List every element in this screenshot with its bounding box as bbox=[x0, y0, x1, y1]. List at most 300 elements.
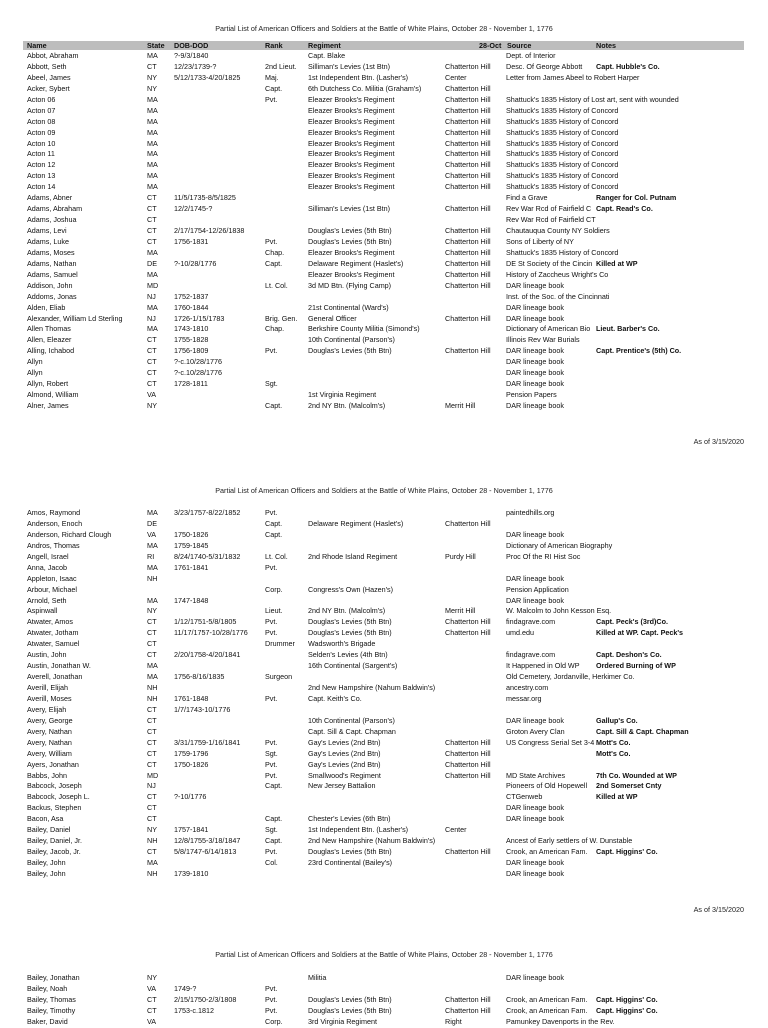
name-cell: Atwater, Samuel bbox=[27, 639, 80, 649]
source-cell: umd.edu bbox=[506, 628, 534, 638]
table-row bbox=[0, 585, 768, 596]
state-cell: NY bbox=[147, 973, 157, 982]
name-cell: Babbs, John bbox=[27, 770, 67, 780]
state-cell: MA bbox=[147, 562, 158, 572]
name-cell: Adams, Samuel bbox=[27, 269, 78, 279]
state-cell: VA bbox=[147, 390, 157, 400]
regiment-cell: Silliman's Levies (1st Btn) bbox=[308, 204, 391, 214]
table-row bbox=[0, 530, 768, 541]
regiment-cell: Douglas's Levies (5th Btn) bbox=[308, 1005, 392, 1015]
dob-dod-cell: 1749-? bbox=[174, 983, 197, 993]
state-cell: MA bbox=[147, 149, 158, 159]
header-dob-dod: DOB-DOD bbox=[174, 41, 209, 50]
table-row bbox=[0, 314, 768, 325]
dob-dod-cell: ?-c.10/28/1776 bbox=[174, 357, 222, 367]
rank-cell: Sgt. bbox=[265, 748, 278, 758]
table-row bbox=[0, 606, 768, 617]
state-cell: MA bbox=[147, 595, 158, 605]
name-cell: Avery, Elijah bbox=[27, 704, 67, 714]
regiment-cell: Douglas's Levies (5th Btn) bbox=[308, 236, 392, 246]
table-row bbox=[0, 628, 768, 639]
table-row bbox=[0, 716, 768, 727]
table-row bbox=[0, 237, 768, 248]
regiment-cell: 10th Continental (Parson's) bbox=[308, 715, 395, 725]
state-cell: RI bbox=[147, 551, 155, 561]
regiment-cell: Gay's Levies (2nd Btn) bbox=[308, 748, 381, 758]
regiment-cell: 1st Virginia Regiment bbox=[308, 390, 377, 400]
name-cell: Bailey, John bbox=[27, 868, 66, 878]
rank-cell: Lt. Col. bbox=[265, 280, 288, 290]
dob-dod-cell: 1753-c.1812 bbox=[174, 1005, 214, 1015]
state-cell: NY bbox=[147, 825, 157, 835]
regiment-cell: Eleazer Brooks's Regiment bbox=[308, 94, 395, 104]
table-row bbox=[0, 160, 768, 171]
oct-28-cell: Purdy Hill bbox=[445, 551, 476, 561]
regiment-cell: Eleazer Brooks's Regiment bbox=[308, 127, 395, 137]
name-cell: Addoms, Jonas bbox=[27, 291, 77, 301]
oct-28-cell: Chatterton Hill bbox=[445, 748, 491, 758]
name-cell: Averill, Elijah bbox=[27, 683, 69, 692]
name-cell: Bailey, Jacob, Jr. bbox=[27, 847, 81, 857]
name-cell: Abbott, Seth bbox=[27, 61, 67, 71]
source-cell: DAR lineage book bbox=[506, 858, 564, 867]
regiment-cell: 6th Dutchess Co. Militia (Graham's) bbox=[308, 83, 422, 93]
table-row bbox=[0, 292, 768, 303]
state-cell: NH bbox=[147, 693, 158, 703]
source-cell: Desc. Of George Abbott bbox=[506, 61, 583, 71]
rank-cell: Capt. bbox=[265, 518, 283, 528]
source-cell: Pension Application bbox=[506, 584, 569, 594]
state-cell: NH bbox=[147, 836, 158, 846]
dob-dod-cell: 1756-1809 bbox=[174, 346, 209, 356]
page-title: Partial List of American Officers and Soldiers at the Battle of White Plains, October 28 - November 1, 1776 bbox=[215, 486, 553, 495]
state-cell: CT bbox=[147, 357, 157, 367]
state-cell: MA bbox=[147, 127, 158, 137]
source-cell: Shattuck's 1835 History of Concord bbox=[506, 127, 619, 137]
source-cell: Dictionary of American Bio bbox=[506, 324, 591, 334]
oct-28-cell: Chatterton Hill bbox=[445, 770, 491, 780]
regiment-cell: Douglas's Levies (5th Btn) bbox=[308, 617, 392, 627]
notes-cell: Capt. Hubble's Co. bbox=[596, 61, 660, 71]
source-cell: History of Zaccheus Wright's Co bbox=[506, 269, 609, 279]
name-cell: Acton 10 bbox=[27, 138, 56, 148]
name-cell: Bailey, Jonathan bbox=[27, 973, 80, 982]
notes-cell: Capt. Higgins' Co. bbox=[596, 847, 658, 857]
table-row bbox=[0, 149, 768, 160]
dob-dod-cell: 5/8/1747-6/14/1813 bbox=[174, 847, 237, 857]
rank-cell: Pvt. bbox=[265, 759, 278, 769]
name-cell: Alling, Ichabod bbox=[27, 346, 75, 356]
name-cell: Allyn bbox=[27, 357, 43, 367]
rank-cell: Corp. bbox=[265, 584, 283, 594]
notes-cell: 7th Co. Wounded at WP bbox=[596, 770, 677, 780]
source-cell: Shattuck's 1835 History of Concord bbox=[506, 247, 619, 257]
dob-dod-cell: 11/5/1735-8/5/1825 bbox=[174, 193, 236, 203]
state-cell: NJ bbox=[147, 781, 156, 791]
rank-cell: Col. bbox=[265, 858, 278, 867]
notes-cell: Capt. Prentice's (5th) Co. bbox=[596, 346, 682, 356]
table-row bbox=[0, 683, 768, 694]
table-row bbox=[0, 139, 768, 150]
state-cell: CT bbox=[147, 226, 157, 235]
name-cell: Allen, Eleazer bbox=[27, 335, 72, 345]
dob-dod-cell: 1761-1848 bbox=[174, 693, 209, 703]
name-cell: Alden, Eliab bbox=[27, 302, 66, 312]
source-cell: Groton Avery Clan bbox=[506, 726, 565, 736]
regiment-cell: New Jersey Battalion bbox=[308, 781, 376, 791]
table-row bbox=[0, 552, 768, 563]
rank-cell: Capt. bbox=[265, 781, 283, 791]
dob-dod-cell: 11/17/1757-10/28/1776 bbox=[174, 628, 248, 638]
state-cell: MA bbox=[147, 116, 158, 126]
name-cell: Amos, Raymond bbox=[27, 508, 81, 517]
oct-28-cell: Merrit Hill bbox=[445, 401, 476, 410]
oct-28-cell: Chatterton Hill bbox=[445, 127, 491, 137]
oct-28-cell: Chatterton Hill bbox=[445, 236, 491, 246]
state-cell: MA bbox=[147, 302, 158, 312]
table-row bbox=[0, 335, 768, 346]
table-row bbox=[0, 749, 768, 760]
state-cell: CT bbox=[147, 193, 157, 203]
table-row bbox=[0, 727, 768, 738]
name-cell: Allyn, Robert bbox=[27, 379, 69, 389]
name-cell: Angell, Israel bbox=[27, 551, 69, 561]
rank-cell: Pvt. bbox=[265, 94, 278, 104]
source-cell: DAR lineage book bbox=[506, 814, 564, 824]
notes-cell: Capt. Deshon's Co. bbox=[596, 650, 662, 660]
regiment-cell: 16th Continental (Sargent's) bbox=[308, 661, 398, 671]
regiment-cell: Eleazer Brooks's Regiment bbox=[308, 149, 395, 159]
name-cell: Adams, Moses bbox=[27, 247, 75, 257]
table-row bbox=[0, 171, 768, 182]
source-cell: DAR lineage book bbox=[506, 280, 564, 290]
rank-cell: Pvt. bbox=[265, 562, 278, 572]
name-cell: Bailey, Daniel, Jr. bbox=[27, 836, 82, 846]
dob-dod-cell: 1739-1810 bbox=[174, 868, 209, 878]
state-cell: VA bbox=[147, 1016, 157, 1026]
table-row bbox=[0, 390, 768, 401]
source-cell: MD State Archives bbox=[506, 770, 566, 780]
oct-28-cell: Right bbox=[445, 1016, 462, 1026]
source-cell: Dictionary of American Biography bbox=[506, 540, 613, 550]
page-title: Partial List of American Officers and Soldiers at the Battle of White Plains, October 28 - November 1, 1776 bbox=[215, 950, 553, 959]
oct-28-cell: Chatterton Hill bbox=[445, 313, 491, 323]
header-rank: Rank bbox=[265, 41, 283, 50]
rank-cell: Pvt. bbox=[265, 1005, 278, 1015]
rank-cell: Pvt. bbox=[265, 983, 278, 993]
name-cell: Avery, Nathan bbox=[27, 737, 72, 747]
dob-dod-cell: 1726-1/15/1783 bbox=[174, 313, 225, 323]
dob-dod-cell: 1760-1844 bbox=[174, 302, 209, 312]
table-header bbox=[23, 41, 744, 50]
as-of-date: As of 3/15/2020 bbox=[693, 905, 744, 914]
name-cell: Alexander, William Ld Sterling bbox=[27, 313, 123, 323]
notes-cell: Capt. Read's Co. bbox=[596, 204, 653, 214]
regiment-cell: Eleazer Brooks's Regiment bbox=[308, 105, 395, 115]
state-cell: CT bbox=[147, 814, 157, 824]
table-row bbox=[0, 672, 768, 683]
rank-cell: Pvt. bbox=[265, 628, 278, 638]
name-cell: Baker, David bbox=[27, 1016, 68, 1026]
oct-28-cell: Merrit Hill bbox=[445, 606, 476, 616]
source-cell: Crook, an American Fam. bbox=[506, 847, 588, 857]
state-cell: CT bbox=[147, 1005, 157, 1015]
source-cell: Old Cemetery, Jordanville, Herkimer Co. bbox=[506, 672, 635, 682]
state-cell: CT bbox=[147, 639, 157, 649]
regiment-cell: 21st Continental (Ward's) bbox=[308, 302, 389, 312]
state-cell: VA bbox=[147, 983, 157, 993]
source-cell: Ancest of Early settlers of W. Dunstable bbox=[506, 836, 633, 846]
table-row bbox=[0, 1017, 768, 1028]
name-cell: Alner, James bbox=[27, 401, 69, 410]
name-cell: Atwater, Amos bbox=[27, 617, 73, 627]
dob-dod-cell: 12/2/1745-? bbox=[174, 204, 213, 214]
regiment-cell: Delaware Regiment (Haslet's) bbox=[308, 518, 404, 528]
header-28-oct: 28-Oct bbox=[479, 41, 502, 50]
dob-dod-cell: 1761-1841 bbox=[174, 562, 209, 572]
notes-cell: Mott's Co. bbox=[596, 737, 631, 747]
name-cell: Adams, Abner bbox=[27, 193, 73, 203]
state-cell: CT bbox=[147, 346, 157, 356]
table-row bbox=[0, 617, 768, 628]
name-cell: Bailey, Thomas bbox=[27, 994, 76, 1004]
dob-dod-cell: 1756-8/16/1835 bbox=[174, 672, 225, 682]
dob-dod-cell: 1757-1841 bbox=[174, 825, 209, 835]
state-cell: MD bbox=[147, 770, 159, 780]
oct-28-cell: Chatterton Hill bbox=[445, 160, 491, 170]
source-cell: DAR lineage book bbox=[506, 973, 564, 982]
dob-dod-cell: 1759-1845 bbox=[174, 540, 209, 550]
source-cell: Pioneers of Old Hopewell bbox=[506, 781, 588, 791]
source-cell: DAR lineage book bbox=[506, 379, 564, 389]
oct-28-cell: Chatterton Hill bbox=[445, 226, 491, 235]
source-cell: ancestry.com bbox=[506, 683, 549, 692]
notes-cell: Killed at WP bbox=[596, 258, 638, 268]
table-row bbox=[0, 128, 768, 139]
state-cell: MA bbox=[147, 508, 158, 517]
table-row bbox=[0, 781, 768, 792]
name-cell: Adams, Abraham bbox=[27, 204, 83, 214]
dob-dod-cell: 3/23/1757-8/22/1852 bbox=[174, 508, 241, 517]
name-cell: Allen Thomas bbox=[27, 324, 71, 334]
name-cell: Appleton, Isaac bbox=[27, 573, 77, 583]
table-row bbox=[0, 401, 768, 412]
source-cell: Pension Papers bbox=[506, 390, 557, 400]
regiment-cell: Eleazer Brooks's Regiment bbox=[308, 138, 395, 148]
table-row bbox=[0, 847, 768, 858]
name-cell: Avery, William bbox=[27, 748, 72, 758]
name-cell: Anderson, Richard Clough bbox=[27, 529, 112, 539]
state-cell: DE bbox=[147, 258, 157, 268]
source-cell: Shattuck's 1835 History of Concord bbox=[506, 138, 619, 148]
regiment-cell: Eleazer Brooks's Regiment bbox=[308, 116, 395, 126]
regiment-cell: 3rd Virginia Regiment bbox=[308, 1016, 377, 1026]
regiment-cell: Douglas's Levies (5th Btn) bbox=[308, 628, 392, 638]
source-cell: Letter from James Abeel to Robert Harper bbox=[506, 72, 640, 82]
state-cell: MA bbox=[147, 105, 158, 115]
table-row bbox=[0, 259, 768, 270]
dob-dod-cell: 2/20/1758-4/20/1841 bbox=[174, 650, 241, 660]
table-row bbox=[0, 541, 768, 552]
regiment-cell: Berkshire County Militia (Simond's) bbox=[308, 324, 420, 334]
state-cell: MA bbox=[147, 247, 158, 257]
table-row bbox=[0, 193, 768, 204]
state-cell: CT bbox=[147, 792, 157, 802]
state-cell: MA bbox=[147, 661, 158, 671]
table-row bbox=[0, 738, 768, 749]
name-cell: Adams, Joshua bbox=[27, 215, 77, 225]
table-row bbox=[0, 303, 768, 314]
oct-28-cell: Chatterton Hill bbox=[445, 182, 491, 192]
table-row bbox=[0, 803, 768, 814]
name-cell: Allyn bbox=[27, 368, 43, 378]
oct-28-cell: Chatterton Hill bbox=[445, 83, 491, 93]
regiment-cell: Eleazer Brooks's Regiment bbox=[308, 160, 395, 170]
name-cell: Acton 09 bbox=[27, 127, 56, 137]
header-state: State bbox=[147, 41, 165, 50]
name-cell: Atwater, Jotham bbox=[27, 628, 79, 638]
source-cell: Shattuck's 1835 History of Concord bbox=[506, 171, 619, 181]
rank-cell: Sgt. bbox=[265, 825, 278, 835]
name-cell: Bailey, John bbox=[27, 858, 66, 867]
notes-cell: Capt. Higgins' Co. bbox=[596, 994, 658, 1004]
table-row bbox=[0, 324, 768, 335]
name-cell: Avery, George bbox=[27, 715, 73, 725]
rank-cell: Capt. bbox=[265, 529, 283, 539]
regiment-cell: 23rd Continental (Bailey's) bbox=[308, 858, 393, 867]
source-cell: DAR lineage book bbox=[506, 803, 564, 813]
dob-dod-cell: ?-9/3/1840 bbox=[174, 51, 209, 60]
table-row bbox=[0, 346, 768, 357]
oct-28-cell: Chatterton Hill bbox=[445, 171, 491, 181]
state-cell: MD bbox=[147, 280, 159, 290]
name-cell: Arnold, Seth bbox=[27, 595, 67, 605]
state-cell: NJ bbox=[147, 313, 156, 323]
source-cell: Shattuck's 1835 History of Concord bbox=[506, 149, 619, 159]
oct-28-cell: Chatterton Hill bbox=[445, 138, 491, 148]
header-name: Name bbox=[27, 41, 47, 50]
table-row bbox=[0, 705, 768, 716]
name-cell: Aspinwall bbox=[27, 606, 58, 616]
name-cell: Bailey, Daniel bbox=[27, 825, 71, 835]
oct-28-cell: Center bbox=[445, 825, 467, 835]
table-body bbox=[0, 508, 768, 880]
state-cell: CT bbox=[147, 617, 157, 627]
state-cell: CT bbox=[147, 994, 157, 1004]
name-cell: Abeel, James bbox=[27, 72, 71, 82]
source-cell: DAR lineage book bbox=[506, 595, 564, 605]
state-cell: CT bbox=[147, 748, 157, 758]
source-cell: Dept. of Interior bbox=[506, 51, 556, 60]
oct-28-cell: Chatterton Hill bbox=[445, 346, 491, 356]
table-row bbox=[0, 574, 768, 585]
oct-28-cell: Chatterton Hill bbox=[445, 518, 491, 528]
notes-cell: Killed at WP. Capt. Peck's bbox=[596, 628, 684, 638]
name-cell: Acton 14 bbox=[27, 182, 56, 192]
rank-cell: Pvt. bbox=[265, 617, 278, 627]
state-cell: CT bbox=[147, 704, 157, 714]
table-row bbox=[0, 825, 768, 836]
header-regiment: Regiment bbox=[308, 41, 341, 50]
oct-28-cell: Center bbox=[445, 72, 467, 82]
table-row bbox=[0, 973, 768, 984]
state-cell: CT bbox=[147, 61, 157, 71]
source-cell: Find a Grave bbox=[506, 193, 548, 203]
name-cell: Babcock, Joseph bbox=[27, 781, 82, 791]
table-row bbox=[0, 519, 768, 530]
state-cell: NY bbox=[147, 606, 157, 616]
table-row bbox=[0, 596, 768, 607]
name-cell: Andros, Thomas bbox=[27, 540, 80, 550]
rank-cell: Pvt. bbox=[265, 737, 278, 747]
source-cell: Shattuck's 1835 History of Lost art, sent with wounded bbox=[506, 94, 679, 104]
dob-dod-cell: 8/24/1740-5/31/1832 bbox=[174, 551, 241, 561]
rank-cell: Capt. bbox=[265, 836, 283, 846]
state-cell: NH bbox=[147, 573, 158, 583]
name-cell: Austin, John bbox=[27, 650, 67, 660]
state-cell: NH bbox=[147, 683, 158, 692]
oct-28-cell: Chatterton Hill bbox=[445, 204, 491, 214]
table-row bbox=[0, 368, 768, 379]
state-cell: MA bbox=[147, 138, 158, 148]
name-cell: Ayers, Jonathan bbox=[27, 759, 79, 769]
rank-cell: Pvt. bbox=[265, 770, 278, 780]
table-row bbox=[0, 117, 768, 128]
source-cell: DAR lineage book bbox=[506, 529, 564, 539]
as-of-date: As of 3/15/2020 bbox=[693, 437, 744, 446]
source-cell: DAR lineage book bbox=[506, 368, 564, 378]
rank-cell: Corp. bbox=[265, 1016, 283, 1026]
dob-dod-cell: ?-c.10/28/1776 bbox=[174, 368, 222, 378]
name-cell: Bailey, Noah bbox=[27, 983, 68, 993]
notes-cell: Capt. Sill & Capt. Chapman bbox=[596, 726, 689, 736]
page-title: Partial List of American Officers and Soldiers at the Battle of White Plains, October 28 - November 1, 1776 bbox=[215, 24, 553, 33]
source-cell: Pamunkey Davenports in the Rev. bbox=[506, 1016, 615, 1026]
regiment-cell: 1st Independent Btn. (Lasher's) bbox=[308, 825, 409, 835]
name-cell: Acton 06 bbox=[27, 94, 56, 104]
regiment-cell: Gay's Levies (2nd Btn) bbox=[308, 737, 381, 747]
source-cell: Chautauqua County NY Soldiers bbox=[506, 226, 610, 235]
state-cell: CT bbox=[147, 737, 157, 747]
rank-cell: 2nd Lieut. bbox=[265, 61, 297, 71]
regiment-cell: General Officer bbox=[308, 313, 357, 323]
regiment-cell: 3d MD Btn. (Flying Camp) bbox=[308, 280, 392, 290]
oct-28-cell: Chatterton Hill bbox=[445, 737, 491, 747]
source-cell: Crook, an American Fam. bbox=[506, 1005, 588, 1015]
table-row bbox=[0, 694, 768, 705]
state-cell: MA bbox=[147, 858, 158, 867]
rank-cell: Lt. Col. bbox=[265, 551, 288, 561]
regiment-cell: Douglas's Levies (5th Btn) bbox=[308, 847, 392, 857]
state-cell: CT bbox=[147, 368, 157, 378]
name-cell: Acker, Sybert bbox=[27, 83, 70, 93]
source-cell: paintedhills.org bbox=[506, 508, 555, 517]
rank-cell: Pvt. bbox=[265, 693, 278, 703]
table-row bbox=[0, 771, 768, 782]
name-cell: Austin, Jonathan W. bbox=[27, 661, 91, 671]
regiment-cell: Douglas's Levies (5th Btn) bbox=[308, 226, 392, 235]
table-row bbox=[0, 281, 768, 292]
regiment-cell: Capt. Blake bbox=[308, 51, 346, 60]
name-cell: Adams, Luke bbox=[27, 236, 69, 246]
regiment-cell: Eleazer Brooks's Regiment bbox=[308, 269, 395, 279]
table-row bbox=[0, 62, 768, 73]
state-cell: MA bbox=[147, 94, 158, 104]
oct-28-cell: Chatterton Hill bbox=[445, 105, 491, 115]
table-row bbox=[0, 73, 768, 84]
oct-28-cell: Chatterton Hill bbox=[445, 847, 491, 857]
name-cell: Averell, Jonathan bbox=[27, 672, 83, 682]
